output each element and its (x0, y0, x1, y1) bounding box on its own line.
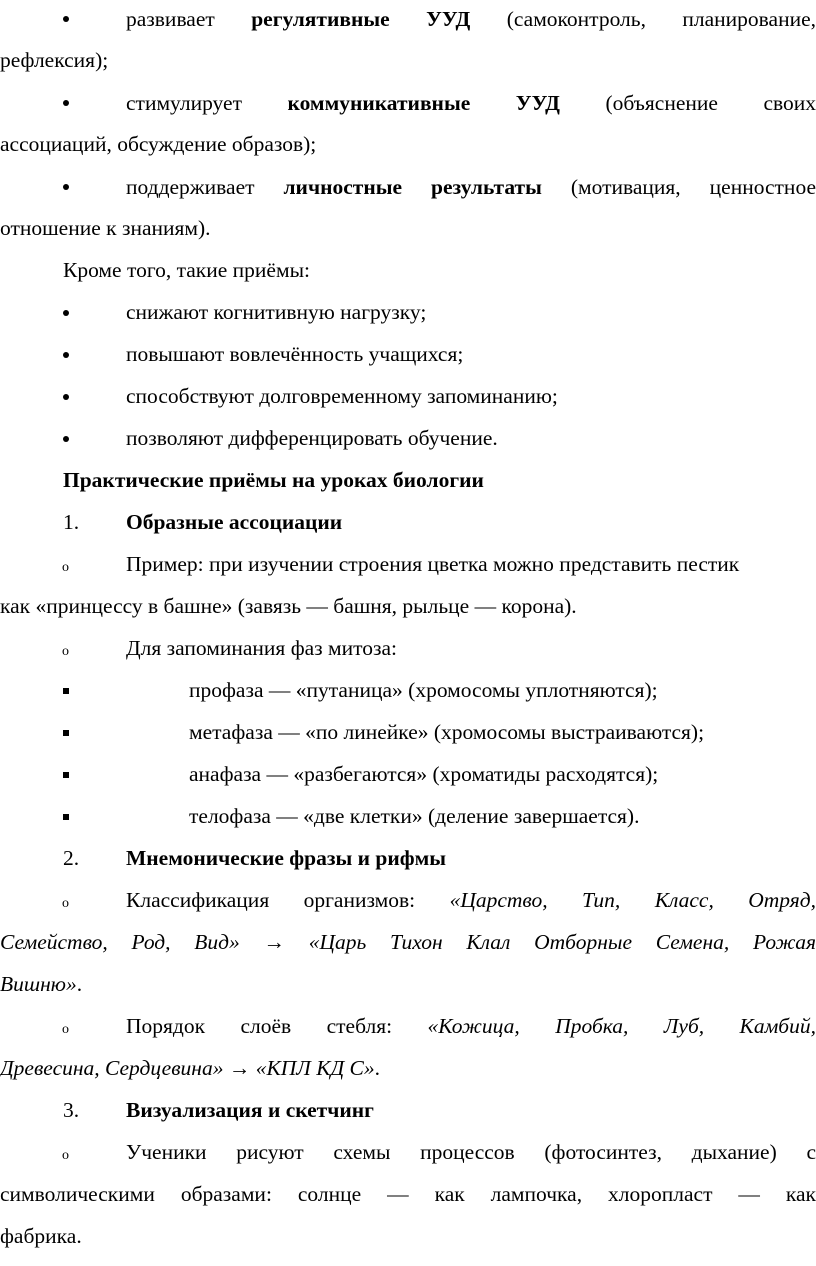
circle-bullet-icon: o (62, 896, 69, 911)
section-title: Практические приёмы на уроках биологии (63, 468, 484, 492)
uud-item-3-bold: личностные результаты (283, 175, 542, 199)
item-3-title: Визуализация и скетчинг (126, 1098, 374, 1122)
mnemo-class-italic-3: «Царь Тихон Клал Отборные Семена, Рожая (308, 930, 816, 954)
arrow-right-icon: → (228, 1056, 251, 1080)
benefit-item: способствуют долговременному запоминанию; (126, 384, 558, 408)
assoc-example-line-2: как «принцессу в башне» (завязь — башня, рыльце — корона). (0, 594, 577, 618)
bullet-dot-icon (63, 310, 69, 316)
mitosis-intro: Для запоминания фаз митоза: (126, 636, 398, 660)
uud-item-1-cont: рефлексия); (0, 48, 109, 72)
mnemo-stem-italic-3: «КПЛ КД С» (255, 1056, 375, 1080)
list-number: 3. (63, 1098, 80, 1122)
uud-item-3-post: (мотивация, ценностное (570, 175, 816, 199)
uud-item-1-bold: регулятивные УУД (251, 7, 471, 31)
benefit-item: повышают вовлечённость учащихся; (126, 342, 464, 366)
circle-bullet-icon: o (62, 644, 69, 659)
mnemo-class-line-2 (0, 928, 816, 956)
list-number: 1. (63, 510, 80, 534)
uud-item-1-pre: развивает (126, 7, 215, 31)
item-2-title: Мнемонические фразы и рифмы (126, 846, 447, 870)
mnemo-class-italic-2: Семейство, Род, Вид» (0, 930, 240, 954)
assoc-example-line-1: Пример: при изучении строения цветка можно представить пестик (126, 552, 740, 576)
uud-item-2-bold: коммуникативные УУД (287, 91, 560, 115)
bullet-dot-icon (63, 184, 69, 190)
mitosis-phase: профаза — «путаница» (хромосомы уплотняются); (189, 678, 658, 702)
visual-line-3: фабрика. (0, 1224, 82, 1248)
mnemo-class-line-1 (126, 886, 816, 914)
mnemo-class-line-3 (0, 970, 816, 998)
arrow-right-icon: → (263, 930, 286, 954)
besides-paragraph: Кроме того, такие приёмы: (63, 258, 310, 282)
uud-item-2-line (126, 89, 816, 117)
uud-item-2-post: (объяснение своих (605, 91, 816, 115)
uud-item-3-cont: отношение к знаниям). (0, 216, 211, 240)
uud-item-3-pre: поддерживает (126, 175, 255, 199)
uud-item-2-pre: стимулирует (126, 91, 242, 115)
mnemo-stem-italic-1: «Кожица, Пробка, Луб, Камбий, (427, 1014, 816, 1038)
list-number: 2. (63, 846, 80, 870)
bullet-dot-icon (63, 394, 69, 400)
mitosis-phase: метафаза — «по линейке» (хромосомы выстраиваются); (189, 720, 705, 744)
mnemo-stem-end: . (374, 1056, 381, 1080)
uud-item-3-line (126, 173, 816, 201)
mnemo-stem-line-1 (126, 1012, 816, 1040)
circle-bullet-icon: o (62, 1148, 69, 1163)
mnemo-class-italic-4: Вишню» (0, 972, 77, 996)
square-bullet-icon (63, 688, 69, 694)
mitosis-phase: телофаза — «две клетки» (деление завершается). (189, 804, 640, 828)
mitosis-phase: анафаза — «разбегаются» (хроматиды расходятся); (189, 762, 659, 786)
mnemo-class-italic-1: «Царство, Тип, Класс, Отряд, (449, 888, 816, 912)
uud-item-1-post: (самоконтроль, планирование, (506, 7, 816, 31)
item-1-title: Образные ассоциации (126, 510, 343, 534)
bullet-dot-icon (63, 100, 69, 106)
visual-line-1: Ученики рисуют схемы процессов (фотосинтез, дыхание) с (126, 1140, 816, 1164)
visual-line-2: символическими образами: солнце — как лампочка, хлоропласт — как (0, 1182, 816, 1206)
bullet-dot-icon (63, 16, 69, 22)
square-bullet-icon (63, 814, 69, 820)
bullet-dot-icon (63, 436, 69, 442)
mnemo-stem-italic-2: Древесина, Сердцевина» (0, 1056, 224, 1080)
circle-bullet-icon: o (62, 560, 69, 575)
bullet-dot-icon (63, 352, 69, 358)
mnemo-stem-line-2 (0, 1054, 816, 1082)
benefit-item: позволяют дифференцировать обучение. (126, 426, 498, 450)
square-bullet-icon (63, 730, 69, 736)
mnemo-class-end: . (76, 972, 83, 996)
uud-item-2-cont: ассоциаций, обсуждение образов); (0, 132, 317, 156)
mnemo-class-label: Классификация организмов: (126, 888, 416, 912)
square-bullet-icon (63, 772, 69, 778)
benefit-item: снижают когнитивную нагрузку; (126, 300, 427, 324)
uud-item-1-line (126, 5, 816, 33)
mnemo-stem-label: Порядок слоёв стебля: (126, 1014, 393, 1038)
circle-bullet-icon: o (62, 1022, 69, 1037)
